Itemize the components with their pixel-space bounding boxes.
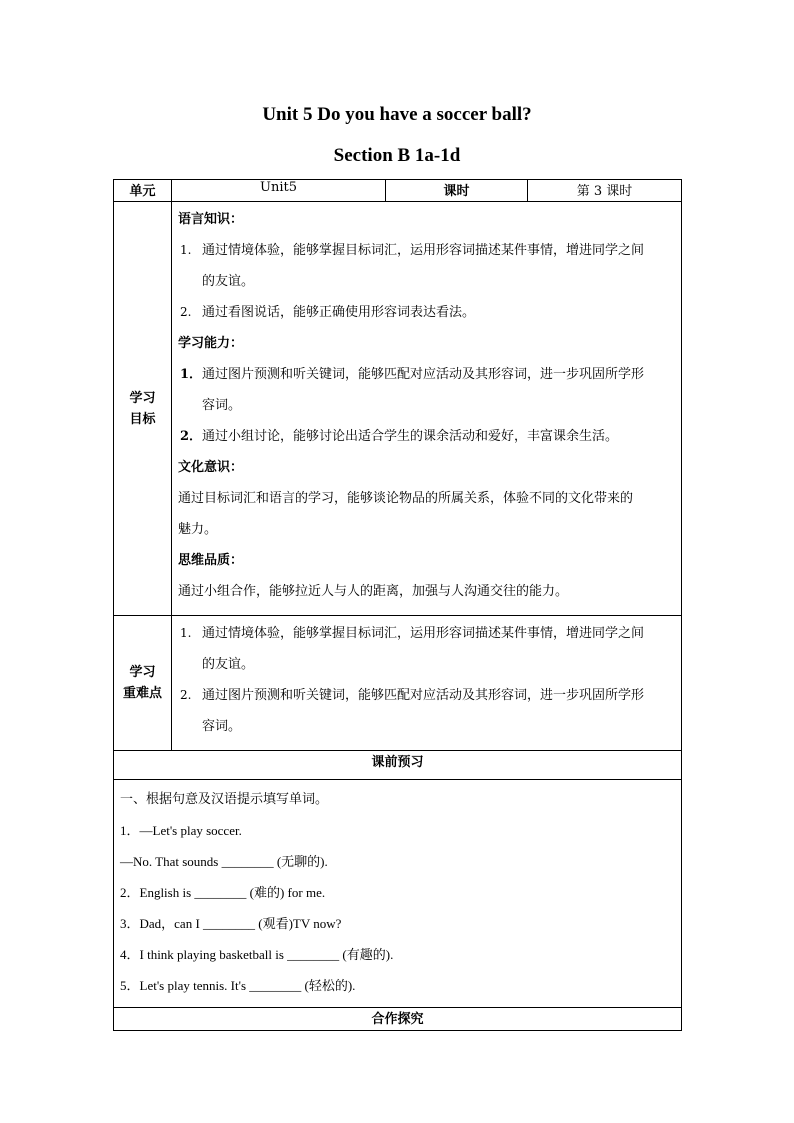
preview-heading-row <box>114 751 682 780</box>
learning-ability-heading: 学习能力： <box>178 336 244 351</box>
period-label: 课时 <box>386 180 528 202</box>
unit-value: Unit5 <box>172 180 386 202</box>
cooperation-heading: 合作探究 <box>114 1008 682 1031</box>
preview-line: 1．—Let's play soccer. <box>120 823 242 838</box>
key-points-row <box>114 616 682 751</box>
thinking-quality-heading: 思维品质： <box>178 553 244 568</box>
page-title: Unit 5 Do you have a soccer ball? <box>262 104 532 125</box>
language-knowledge-heading: 语言知识： <box>178 212 244 227</box>
header-row <box>114 180 682 202</box>
preview-line: 4．I think playing basketball is ________ (有趣的). <box>120 947 394 962</box>
lesson-plan-table <box>113 179 682 1031</box>
key-points-label: 学习 重难点 <box>114 616 172 751</box>
preview-content-row <box>114 780 682 1008</box>
cooperation-heading-row <box>114 1008 682 1031</box>
cultural-awareness-heading: 文化意识： <box>178 460 244 475</box>
list-item: 1． 通过图片预测和听关键词，能够匹配对应活动及其形容词，进一步巩固所学形 容词。 <box>180 367 645 413</box>
list-item: 2. 通过看图说话，能够正确使用形容词表达看法。 <box>180 305 476 320</box>
list-item: 1. 通过情境体验，能够掌握目标词汇，运用形容词描述某件事情，增进同学之间 的友谊。 <box>180 243 645 289</box>
page-subtitle: Section B 1a-1d <box>333 145 461 166</box>
preview-content <box>114 780 682 1008</box>
unit-label: 单元 <box>114 180 172 202</box>
objectives-content <box>172 202 682 616</box>
list-item: 2. 通过图片预测和听关键词，能够匹配对应活动及其形容词，进一步巩固所学形 容词。 <box>180 688 645 734</box>
list-item: 2． 通过小组讨论，能够讨论出适合学生的课余活动和爱好，丰富课余生活。 <box>180 429 619 444</box>
preview-line: 3．Dad，can I ________ (观看)TV now? <box>120 916 342 931</box>
key-points-content <box>172 616 682 751</box>
preview-line: —No. That sounds ________ (无聊的). <box>120 854 328 869</box>
preview-line: 5．Let's play tennis. It's ________ (轻松的). <box>120 978 356 993</box>
period-value: 第 3 课时 <box>528 180 682 202</box>
objectives-row <box>114 202 682 616</box>
preview-line: 2．English is ________ (难的) for me. <box>120 885 326 900</box>
preview-instruction: 一、根据句意及汉语提示填写单词。 <box>120 792 329 807</box>
list-item: 1. 通过情境体验，能够掌握目标词汇，运用形容词描述某件事情，增进同学之间 的友谊。 <box>180 626 645 672</box>
thinking-quality-text: 通过小组合作，能够拉近人与人的距离，加强与人沟通交往的能力。 <box>178 584 569 599</box>
objectives-label: 学习 目标 <box>114 202 172 616</box>
preview-heading: 课前预习 <box>114 751 682 780</box>
cultural-awareness-text: 通过目标词汇和语言的学习，能够谈论物品的所属关系，体验不同的文化带来的 魅力。 <box>178 491 634 537</box>
